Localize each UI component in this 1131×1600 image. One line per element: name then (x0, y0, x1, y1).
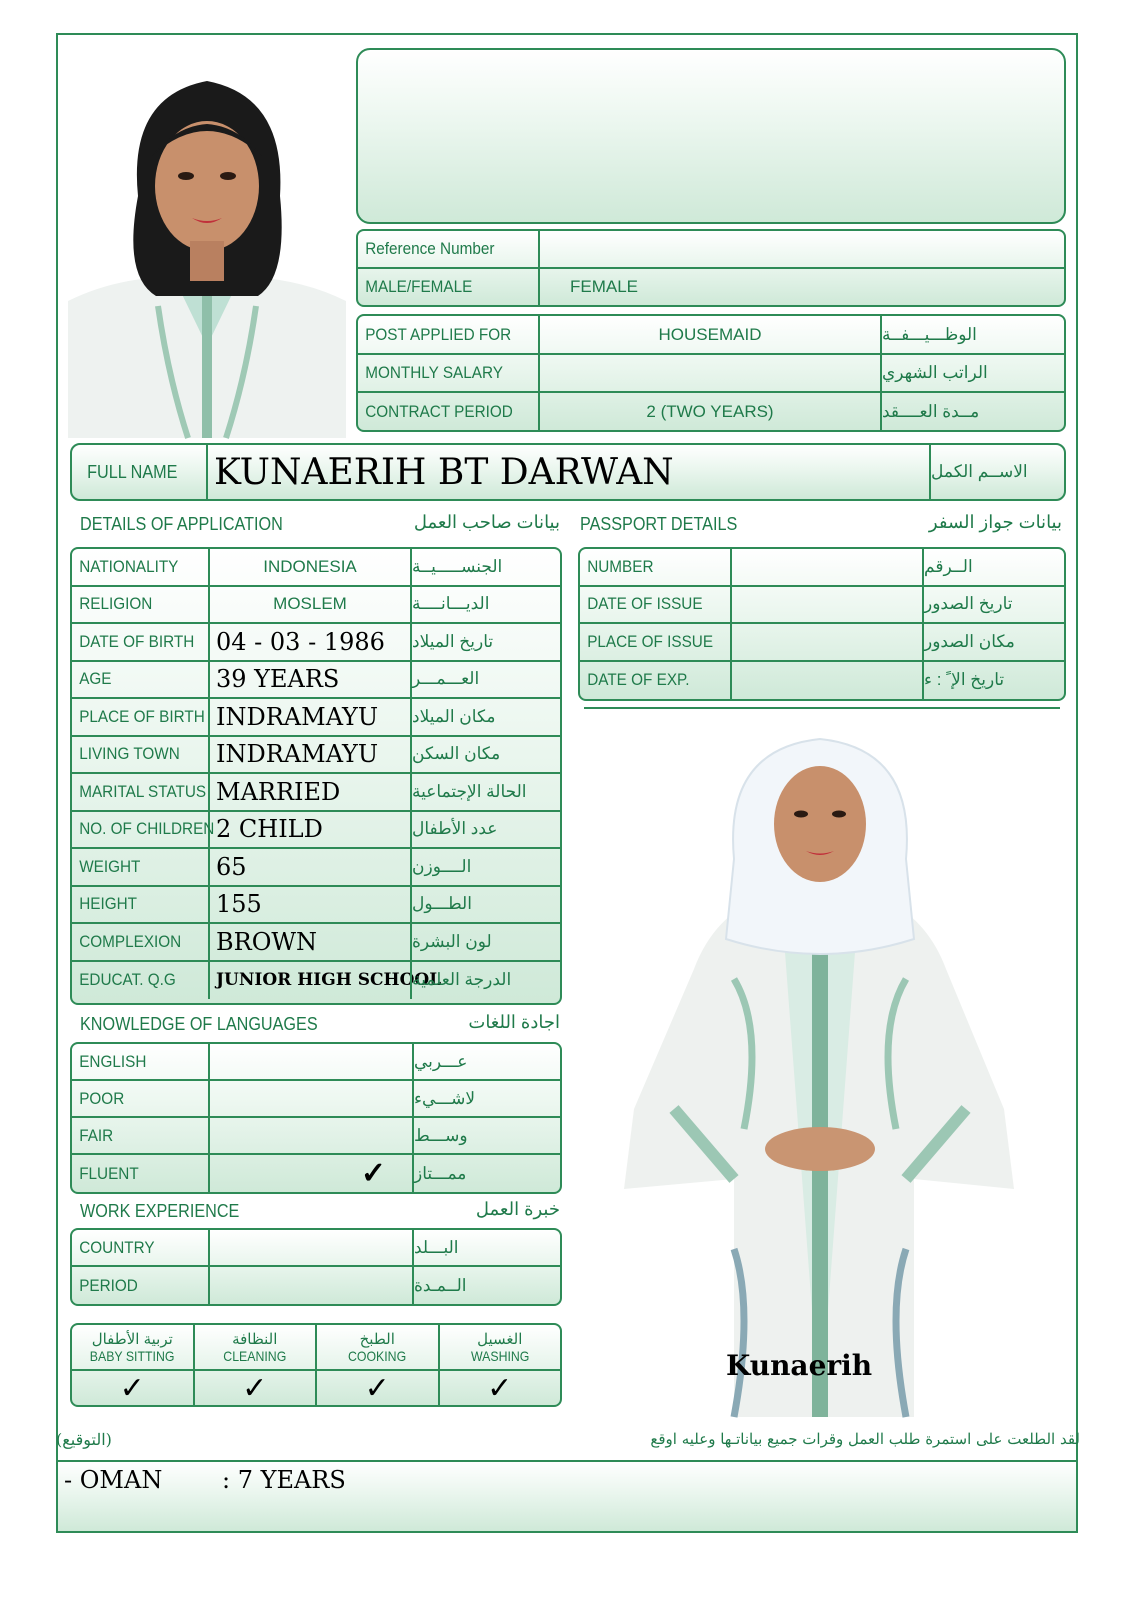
details-label: WEIGHT (79, 856, 141, 876)
details-row (72, 699, 560, 737)
skill-en: COOKING (348, 1348, 407, 1364)
passport-row (580, 662, 1064, 700)
skill-check: ✓ (438, 1371, 561, 1405)
details-label: EDUCAT. Q.G (79, 970, 176, 990)
languages-value: ✓ (208, 1155, 412, 1192)
passport-label: NUMBER (587, 556, 654, 576)
languages-row (72, 1118, 560, 1155)
details-label: NATIONALITY (79, 556, 179, 576)
details-heading: DETAILS OF APPLICATION (80, 514, 283, 534)
contract-ar: مــدة العــــقد (880, 393, 1064, 430)
details-value: 65 (208, 849, 410, 885)
passport-value (730, 662, 922, 700)
details-value: 155 (208, 887, 410, 923)
details-label: DATE OF BIRTH (79, 631, 195, 651)
details-row (72, 924, 560, 962)
signature-label: (التوقيع) (56, 1430, 112, 1449)
work-heading-ar: خبرة العمل (475, 1199, 560, 1219)
details-row (72, 737, 560, 775)
skill-ar: الغسيل (477, 1331, 523, 1348)
details-row (72, 624, 560, 662)
details-value: 04 - 03 - 1986 (208, 624, 410, 660)
details-value: INDRAMAYU (208, 737, 410, 773)
languages-table (70, 1042, 562, 1194)
contract-value: 2 (TWO YEARS) (538, 393, 880, 430)
languages-value (208, 1081, 412, 1116)
languages-ar: لاشـــيء (412, 1081, 560, 1116)
languages-row (72, 1044, 560, 1081)
details-value: INDONESIA (208, 549, 410, 585)
photo-caption: Kunaerih (726, 1349, 873, 1382)
experience-box (56, 1460, 1078, 1533)
skill-check: ✓ (315, 1371, 438, 1405)
skill-check: ✓ (119, 1370, 145, 1406)
passport-heading-ar: بيانات جواز السفر (928, 512, 1062, 532)
skill-ar: الطبخ (359, 1331, 395, 1348)
details-ar: الــــوزن (410, 849, 560, 885)
languages-value (208, 1118, 412, 1153)
work-heading: WORK EXPERIENCE (80, 1201, 240, 1221)
languages-value (208, 1044, 412, 1079)
skill-en: WASHING (470, 1348, 529, 1364)
passport-ar: تاريخ الإ ً : ء (922, 662, 1064, 700)
languages-heading: KNOWLEDGE OF LANGUAGES (80, 1014, 318, 1034)
details-value: 39 YEARS (208, 662, 410, 698)
portrait-photo (68, 46, 346, 438)
details-heading-ar: بيانات صاحب العمل (413, 512, 560, 532)
languages-label: FLUENT (79, 1163, 139, 1183)
passport-row (580, 624, 1064, 662)
skill-ar: تربية الأطفال (91, 1331, 173, 1348)
details-value: BROWN (208, 924, 410, 960)
experience-country: - OMAN (64, 1466, 163, 1494)
details-row (72, 662, 560, 700)
passport-label: DATE OF EXP. (587, 670, 690, 690)
full-name-value: KUNAERIH BT DARWAN (206, 445, 929, 499)
languages-label: POOR (79, 1088, 125, 1108)
details-label: NO. OF CHILDREN (79, 819, 215, 839)
skills-table (70, 1323, 562, 1407)
work-ar: البـــلد (412, 1230, 560, 1265)
details-table (70, 547, 562, 1005)
details-row (72, 774, 560, 812)
reference-number-label: Reference Number (365, 239, 495, 258)
skill-check: ✓ (193, 1371, 316, 1405)
work-label: COUNTRY (79, 1237, 155, 1257)
passport-ar: تاريخ الصدور (922, 587, 1064, 623)
gender-value: FEMALE (538, 269, 1064, 305)
languages-ar: ممـــتاز (412, 1155, 560, 1192)
details-ar: العـــمـــر (410, 662, 560, 698)
passport-heading: PASSPORT DETAILS (580, 514, 738, 534)
languages-label: FAIR (79, 1125, 114, 1145)
skill-header (193, 1325, 316, 1369)
languages-row (72, 1155, 560, 1192)
passport-value (730, 587, 922, 623)
work-ar: الــمـدة (412, 1267, 560, 1304)
full-name-ar: الاســم الكمل (929, 445, 1064, 499)
header-blank-box (356, 48, 1066, 224)
full-name-box (70, 443, 1066, 501)
post-applied-label: POST APPLIED FOR (365, 324, 512, 344)
work-row (72, 1230, 560, 1267)
details-label: LIVING TOWN (79, 744, 180, 764)
languages-ar: عـــربي (412, 1044, 560, 1079)
details-ar: الدرجة العلمية (410, 962, 560, 1000)
work-value (208, 1267, 412, 1304)
details-row (72, 887, 560, 925)
full-name-label: FULL NAME (87, 461, 178, 482)
details-ar: عدد الأطفال (410, 812, 560, 848)
languages-ar: وســـط (412, 1118, 560, 1153)
reference-number-value (538, 231, 1064, 267)
work-value (208, 1230, 412, 1265)
details-ar: الديـــانــــة (410, 587, 560, 623)
passport-ar: مكان الصدور (922, 624, 1064, 660)
salary-label: MONTHLY SALARY (365, 363, 503, 382)
details-value: MOSLEM (208, 587, 410, 623)
work-table (70, 1228, 562, 1306)
skill-en: CLEANING (223, 1348, 287, 1364)
details-value: JUNIOR HIGH SCHOOL (208, 962, 410, 1000)
passport-label: PLACE OF ISSUE (587, 631, 714, 651)
post-applied-ar: الوظـــيـــفــة (880, 316, 1064, 353)
details-row (72, 849, 560, 887)
declaration-text: لقد الطلعت على استمرة طلب العمل وقرات جميع بياناتـها وعليه اوقع (650, 1430, 1080, 1448)
passport-value (730, 624, 922, 660)
languages-row (72, 1081, 560, 1118)
details-label: HEIGHT (79, 894, 138, 914)
skill-ar: النظافة (232, 1331, 278, 1348)
skill-header (72, 1325, 193, 1369)
details-label: COMPLEXION (79, 931, 182, 951)
passport-row (580, 549, 1064, 587)
passport-ar: الــرقم (922, 549, 1064, 585)
details-ar: مكان الميلاد (410, 699, 560, 735)
details-ar: لون البشرة (410, 924, 560, 960)
passport-row (580, 587, 1064, 625)
details-value: 2 CHILD (208, 812, 410, 848)
skill-header (315, 1325, 438, 1369)
post-applied-value: HOUSEMAID (538, 316, 880, 353)
details-ar: تاريخ الميلاد (410, 624, 560, 660)
salary-value (538, 355, 880, 391)
details-label: RELIGION (79, 594, 153, 614)
languages-label: ENGLISH (79, 1051, 147, 1071)
details-value: MARRIED (208, 774, 410, 810)
experience-years: : 7 YEARS (222, 1466, 346, 1494)
details-label: PLACE OF BIRTH (79, 706, 205, 726)
details-label: AGE (79, 669, 112, 689)
work-label: PERIOD (79, 1275, 138, 1295)
details-label: MARITAL STATUS (79, 781, 207, 801)
gender-label: MALE/FEMALE (365, 277, 473, 296)
details-row (72, 962, 560, 1000)
passport-value (730, 549, 922, 585)
details-ar: الجنســـــيــة (410, 549, 560, 585)
details-value: INDRAMAYU (208, 699, 410, 735)
details-row (72, 587, 560, 625)
post-box (356, 314, 1066, 432)
contract-label: CONTRACT PERIOD (365, 401, 513, 421)
details-row (72, 549, 560, 587)
passport-label: DATE OF ISSUE (587, 594, 703, 614)
skill-header (438, 1325, 561, 1369)
salary-ar: الراتب الشهري (880, 355, 1064, 391)
reference-box (356, 229, 1066, 307)
languages-heading-ar: اجادة اللغات (468, 1012, 560, 1032)
details-row (72, 812, 560, 850)
full-body-photo (584, 707, 1060, 1417)
work-row (72, 1267, 560, 1304)
details-ar: الطـــول (410, 887, 560, 923)
skill-en: BABY SITTING (89, 1348, 175, 1364)
details-ar: الحالة الإجتماعية (410, 774, 560, 810)
details-ar: مكان السكن (410, 737, 560, 773)
passport-table (578, 547, 1066, 701)
